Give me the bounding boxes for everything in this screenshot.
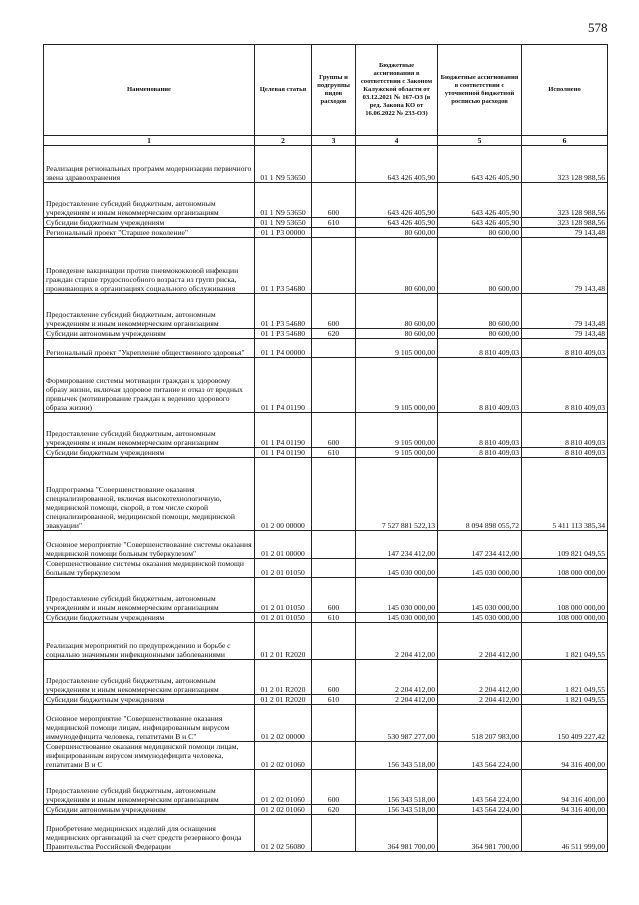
row-target-code: 01 2 01 00000	[255, 531, 312, 559]
column-number: 6	[522, 136, 608, 146]
row-expense-group	[312, 228, 356, 238]
row-expense-group: 600	[312, 770, 356, 805]
row-expense-group	[312, 705, 356, 742]
row-expense-group	[312, 458, 356, 531]
row-law-amount: 80 600,00	[356, 228, 438, 238]
row-expense-group: 610	[312, 448, 356, 458]
header-row	[44, 45, 608, 136]
row-law-amount: 145 030 000,00	[356, 578, 438, 613]
row-name: Предоставление субсидий бюджетным, автономным учреждениям и иным некоммерческим организациям	[44, 578, 255, 613]
row-law-amount: 80 600,00	[356, 294, 438, 329]
row-refined-amount: 145 030 000,00	[438, 578, 522, 613]
row-executed-amount: 94 316 400,00	[522, 805, 608, 815]
row-executed-amount: 1 821 049,55	[522, 695, 608, 705]
row-refined-amount: 80 600,00	[438, 294, 522, 329]
row-refined-amount: 8 810 409,03	[438, 339, 522, 358]
header-executed: Исполнено	[522, 45, 608, 136]
table-row	[44, 815, 608, 852]
row-target-code: 01 1 P3 54680	[255, 329, 312, 339]
table-row	[44, 294, 608, 329]
row-refined-amount: 643 426 405,90	[438, 183, 522, 218]
row-target-code: 01 1 P3 54680	[255, 294, 312, 329]
table-row	[44, 559, 608, 578]
row-refined-amount: 145 030 000,00	[438, 613, 522, 623]
row-law-amount: 2 204 412,00	[356, 660, 438, 695]
row-name: Приобретение медицинских изделий для оснащения медицинских организаций за счет средств резервного фонда Правительства Российской Федерации	[44, 815, 255, 852]
row-refined-amount: 145 030 000,00	[438, 559, 522, 578]
row-refined-amount: 8 094 898 055,72	[438, 458, 522, 531]
row-expense-group: 620	[312, 805, 356, 815]
row-refined-amount: 2 204 412,00	[438, 695, 522, 705]
row-law-amount: 2 204 412,00	[356, 695, 438, 705]
budget-table	[43, 44, 608, 852]
row-expense-group	[312, 238, 356, 294]
row-target-code: 01 1 P4 01190	[255, 358, 312, 413]
table-row	[44, 448, 608, 458]
row-expense-group	[312, 531, 356, 559]
row-expense-group	[312, 742, 356, 770]
row-target-code: 01 2 00 00000	[255, 458, 312, 531]
table-body	[44, 146, 608, 852]
row-law-amount: 2 204 412,00	[356, 623, 438, 660]
row-executed-amount: 79 143,48	[522, 228, 608, 238]
row-expense-group: 620	[312, 329, 356, 339]
header-refined-allocations: Бюджетные ассигнования в соответствии с уточненной бюджетной росписью расходов	[438, 45, 522, 136]
row-executed-amount: 323 128 988,56	[522, 183, 608, 218]
row-law-amount: 156 343 518,00	[356, 742, 438, 770]
row-name: Предоставление субсидий бюджетным, автономным учреждениям и иным некоммерческим организациям	[44, 770, 255, 805]
row-law-amount: 156 343 518,00	[356, 770, 438, 805]
table-row	[44, 623, 608, 660]
row-target-code: 01 2 01 01050	[255, 559, 312, 578]
table-row	[44, 613, 608, 623]
row-refined-amount: 643 426 405,90	[438, 146, 522, 183]
column-number: 1	[44, 136, 255, 146]
table-row	[44, 228, 608, 238]
row-target-code: 01 1 P3 54680	[255, 238, 312, 294]
row-refined-amount: 643 426 405,90	[438, 218, 522, 228]
row-target-code: 01 2 01 R2020	[255, 660, 312, 695]
table-row	[44, 531, 608, 559]
row-refined-amount: 518 207 983,00	[438, 705, 522, 742]
row-law-amount: 530 987 277,00	[356, 705, 438, 742]
row-expense-group	[312, 815, 356, 852]
row-name: Предоставление субсидий бюджетным, автономным учреждениям и иным некоммерческим организациям	[44, 183, 255, 218]
row-expense-group: 600	[312, 183, 356, 218]
table-row	[44, 705, 608, 742]
row-name: Формирование системы мотивации граждан к здоровому образу жизни, включая здоровое питание и отказ от вредных привычек (мотивирование граждан к ведению здорового образа жизни)	[44, 358, 255, 413]
row-name: Региональный проект "Укрепление общественного здоровья"	[44, 339, 255, 358]
row-name: Проведение вакцинации против пневмококковой инфекции граждан старше трудоспособного возраста из групп риска, проживающих в организациях социального обслуживания	[44, 238, 255, 294]
row-law-amount: 80 600,00	[356, 238, 438, 294]
row-refined-amount: 8 810 409,03	[438, 413, 522, 448]
row-law-amount: 156 343 518,00	[356, 805, 438, 815]
row-refined-amount: 364 981 700,00	[438, 815, 522, 852]
row-target-code: 01 1 P4 00000	[255, 339, 312, 358]
row-executed-amount: 79 143,48	[522, 294, 608, 329]
header-group: Группы и подгруппы видов расходов	[312, 45, 356, 136]
row-refined-amount: 80 600,00	[438, 329, 522, 339]
row-executed-amount: 8 810 409,03	[522, 339, 608, 358]
row-executed-amount: 8 810 409,03	[522, 448, 608, 458]
row-name: Субсидии бюджетным учреждениям	[44, 613, 255, 623]
row-executed-amount: 323 128 988,56	[522, 146, 608, 183]
row-expense-group	[312, 623, 356, 660]
row-executed-amount: 108 000 000,00	[522, 578, 608, 613]
row-name: Предоставление субсидий бюджетным, автономным учреждениям и иным некоммерческим организациям	[44, 660, 255, 695]
column-number-row	[44, 136, 608, 146]
row-executed-amount: 108 000 000,00	[522, 613, 608, 623]
row-name: Предоставление субсидий бюджетным, автономным учреждениям и иным некоммерческим организациям	[44, 413, 255, 448]
row-target-code: 01 1 N9 53650	[255, 183, 312, 218]
row-expense-group	[312, 358, 356, 413]
table-row	[44, 218, 608, 228]
row-law-amount: 9 105 000,00	[356, 339, 438, 358]
row-executed-amount: 94 316 400,00	[522, 770, 608, 805]
row-name: Совершенствование системы оказания медицинской помощи больным туберкулезом	[44, 559, 255, 578]
row-refined-amount: 143 564 224,00	[438, 770, 522, 805]
row-refined-amount: 8 810 409,03	[438, 358, 522, 413]
row-executed-amount: 8 810 409,03	[522, 413, 608, 448]
row-executed-amount: 79 143,48	[522, 329, 608, 339]
page-number: 578	[588, 20, 608, 35]
row-name: Субсидии автономным учреждениям	[44, 805, 255, 815]
row-name: Реализация мероприятий по предупреждению и борьбе с социально значимыми инфекционными заболеваниями	[44, 623, 255, 660]
table-row	[44, 413, 608, 448]
row-executed-amount: 109 821 049,55	[522, 531, 608, 559]
row-law-amount: 643 426 405,90	[356, 183, 438, 218]
row-expense-group: 610	[312, 695, 356, 705]
table-row	[44, 742, 608, 770]
row-executed-amount: 8 810 409,03	[522, 358, 608, 413]
row-law-amount: 643 426 405,90	[356, 146, 438, 183]
row-name: Субсидии автономным учреждениям	[44, 329, 255, 339]
row-expense-group: 600	[312, 578, 356, 613]
row-expense-group: 600	[312, 660, 356, 695]
table-row	[44, 146, 608, 183]
row-name: Подпрограмма "Совершенствование оказания специализированной, включая высокотехнологичную, медицинской помощи, скорой, в том числе скорой специализированной, медицинской помощи, медицинской эвакуации"	[44, 458, 255, 531]
column-number: 2	[255, 136, 312, 146]
row-executed-amount: 1 821 049,55	[522, 660, 608, 695]
header-code: Целевая статья	[255, 45, 312, 136]
row-target-code: 01 2 02 01060	[255, 770, 312, 805]
row-executed-amount: 150 409 227,42	[522, 705, 608, 742]
header-name: Наименование	[44, 45, 255, 136]
row-expense-group: 610	[312, 613, 356, 623]
row-target-code: 01 1 P4 01190	[255, 413, 312, 448]
row-target-code: 01 2 01 01050	[255, 613, 312, 623]
row-refined-amount: 2 204 412,00	[438, 660, 522, 695]
row-target-code: 01 2 01 01050	[255, 578, 312, 613]
row-expense-group: 600	[312, 294, 356, 329]
column-number: 4	[356, 136, 438, 146]
row-refined-amount: 80 600,00	[438, 228, 522, 238]
row-target-code: 01 1 N9 53650	[255, 146, 312, 183]
row-executed-amount: 1 821 049,55	[522, 623, 608, 660]
row-law-amount: 145 030 000,00	[356, 613, 438, 623]
row-refined-amount: 80 600,00	[438, 238, 522, 294]
row-target-code: 01 2 02 56080	[255, 815, 312, 852]
row-target-code: 01 1 P3 00000	[255, 228, 312, 238]
row-target-code: 01 2 02 01060	[255, 742, 312, 770]
row-law-amount: 80 600,00	[356, 329, 438, 339]
row-law-amount: 7 527 881 522,13	[356, 458, 438, 531]
row-executed-amount: 94 316 400,00	[522, 742, 608, 770]
row-expense-group	[312, 146, 356, 183]
row-name: Региональный проект "Старшее поколение"	[44, 228, 255, 238]
row-expense-group	[312, 559, 356, 578]
row-refined-amount: 143 564 224,00	[438, 742, 522, 770]
row-executed-amount: 108 000 000,00	[522, 559, 608, 578]
row-name: Реализация региональных программ модернизации первичного звена здравоохранения	[44, 146, 255, 183]
row-target-code: 01 2 01 R2020	[255, 623, 312, 660]
row-law-amount: 145 030 000,00	[356, 559, 438, 578]
row-name: Предоставление субсидий бюджетным, автономным учреждениям и иным некоммерческим организациям	[44, 294, 255, 329]
row-target-code: 01 2 02 00000	[255, 705, 312, 742]
table-row	[44, 183, 608, 218]
row-expense-group: 600	[312, 413, 356, 448]
row-target-code: 01 2 01 R2020	[255, 695, 312, 705]
table-row	[44, 578, 608, 613]
row-executed-amount: 323 128 988,56	[522, 218, 608, 228]
row-target-code: 01 2 02 01060	[255, 805, 312, 815]
row-executed-amount: 79 143,48	[522, 238, 608, 294]
header-law-allocations: Бюджетные ассигнования в соответствии с Законом Калужской области от 03.12.2021 № 167-ОЗ (в ред. Закона КО от 16.06.2022 № 233-ОЗ)	[356, 45, 438, 136]
row-expense-group	[312, 339, 356, 358]
row-target-code: 01 1 N9 53650	[255, 218, 312, 228]
table-row	[44, 339, 608, 358]
row-law-amount: 9 105 000,00	[356, 413, 438, 448]
row-refined-amount: 8 810 409,03	[438, 448, 522, 458]
row-law-amount: 147 234 412,00	[356, 531, 438, 559]
row-refined-amount: 2 204 412,00	[438, 623, 522, 660]
row-refined-amount: 147 234 412,00	[438, 531, 522, 559]
table-row	[44, 770, 608, 805]
row-executed-amount: 5 411 113 385,34	[522, 458, 608, 531]
row-law-amount: 364 981 700,00	[356, 815, 438, 852]
row-refined-amount: 143 564 224,00	[438, 805, 522, 815]
table-row	[44, 358, 608, 413]
row-name: Основное мероприятие "Совершенствование оказания медицинской помощи лицам, инфицированным вирусом иммунодефицита человека, гепатитами В и С"	[44, 705, 255, 742]
table-row	[44, 458, 608, 531]
table-row	[44, 695, 608, 705]
column-number: 3	[312, 136, 356, 146]
row-name: Основное мероприятие "Совершенствование системы оказания медицинской помощи больным туберкулезом"	[44, 531, 255, 559]
table-row	[44, 329, 608, 339]
row-name: Совершенствование оказания медицинской помощи лицам, инфицированным вирусом иммунодефицита человека, гепатитами В и С	[44, 742, 255, 770]
row-law-amount: 9 105 000,00	[356, 358, 438, 413]
row-name: Субсидии бюджетным учреждениям	[44, 448, 255, 458]
table-row	[44, 660, 608, 695]
row-name: Субсидии бюджетным учреждениям	[44, 218, 255, 228]
row-target-code: 01 1 P4 01190	[255, 448, 312, 458]
row-law-amount: 643 426 405,90	[356, 218, 438, 228]
table-row	[44, 238, 608, 294]
row-expense-group: 610	[312, 218, 356, 228]
row-name: Субсидии бюджетным учреждениям	[44, 695, 255, 705]
table-row	[44, 805, 608, 815]
row-law-amount: 9 105 000,00	[356, 448, 438, 458]
row-executed-amount: 46 511 999,00	[522, 815, 608, 852]
column-number: 5	[438, 136, 522, 146]
